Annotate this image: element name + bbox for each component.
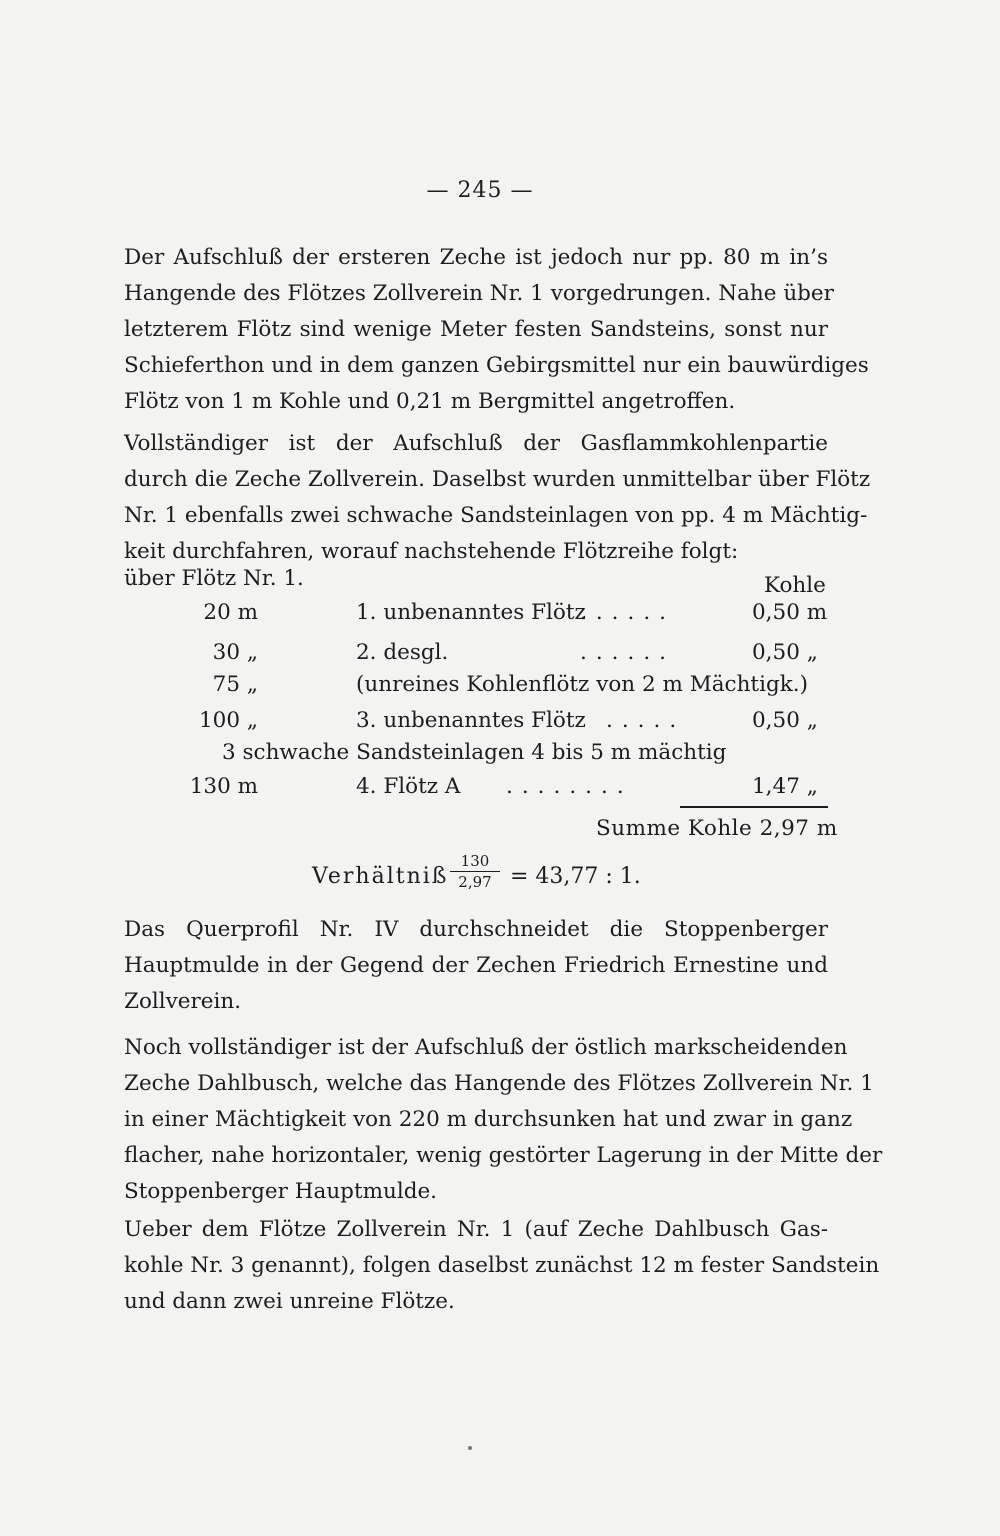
- paragraph-querprofil: [124, 912, 828, 1020]
- text-line: Flötz von 1 m Kohle und 0,21 m Bergmittel angetroffen.: [124, 389, 736, 414]
- ratio-label: Verhältniß: [312, 864, 449, 889]
- table-heading: über Flötz Nr. 1.: [124, 566, 304, 591]
- fraction-denominator: 2,97: [458, 873, 492, 891]
- text-line: Der Aufschluß der ersteren Zeche ist jedoch nur pp. 80 m in’s: [124, 245, 828, 270]
- text-line: Zeche Dahlbusch, welche das Hangende des Flötzes Zollverein Nr. 1: [124, 1071, 874, 1096]
- description-cell: 4. Flötz A: [356, 774, 461, 799]
- kohle-column-header: Kohle: [764, 573, 826, 598]
- description-cell: 1. unbenanntes Flötz: [356, 600, 586, 625]
- text-line: und dann zwei unreine Flötze.: [124, 1289, 455, 1314]
- paragraph-gasflammkohlenpartie: [124, 426, 871, 570]
- description-cell: 3 schwache Sandsteinlagen 4 bis 5 m mächtig: [222, 740, 727, 765]
- fraction-numerator: 130: [450, 852, 500, 872]
- depth-cell: 100 „: [198, 708, 258, 733]
- text-line: Ueber dem Flötze Zollverein Nr. 1 (auf Zeche Dahlbusch Gas-: [124, 1217, 828, 1242]
- paragraph-aufschluss-erste-zeche: [124, 240, 869, 420]
- depth-cell: 30 „: [212, 640, 258, 665]
- text-line: flacher, nahe horizontaler, wenig gestörter Lagerung in der Mitte der: [124, 1143, 883, 1168]
- kohle-value: 0,50 „: [752, 708, 818, 733]
- text-line: Hangende des Flötzes Zollverein Nr. 1 vorgedrungen. Nahe über: [124, 281, 834, 306]
- depth-cell: 20 m: [203, 600, 258, 625]
- page-number: — 245 —: [426, 178, 534, 203]
- sum-rule: [680, 806, 828, 808]
- description-cell: (unreines Kohlenflötz von 2 m Mächtigk.): [356, 672, 808, 697]
- text-line: Das Querprofil Nr. IV durchschneidet die Stoppenberger: [124, 917, 828, 942]
- text-line: Nr. 1 ebenfalls zwei schwache Sandsteinlagen von pp. 4 m Mächtig-: [124, 503, 868, 528]
- kohle-value: 0,50 m: [752, 600, 828, 625]
- summe-kohle: Summe Kohle 2,97 m: [596, 816, 838, 841]
- leader-dots: ......: [580, 640, 676, 665]
- leader-dots: .....: [606, 708, 686, 733]
- text-line: durch die Zeche Zollverein. Daselbst wurden unmittelbar über Flötz: [124, 467, 871, 492]
- text-line: letzterem Flötz sind wenige Meter festen Sandsteins, sonst nur: [124, 317, 828, 342]
- text-line: keit durchfahren, worauf nachstehende Flötzreihe folgt:: [124, 539, 739, 564]
- text-line: Schieferthon und in dem ganzen Gebirgsmittel nur ein bauwürdiges: [124, 353, 869, 378]
- depth-cell: 130 m: [189, 774, 258, 799]
- paragraph-dahlbusch: [124, 1030, 883, 1210]
- kohle-value: 1,47 „: [752, 774, 818, 799]
- text-line: in einer Mächtigkeit von 220 m durchsunken hat und zwar in ganz: [124, 1107, 853, 1132]
- paragraph-ueber-dem-floetze: [124, 1212, 880, 1320]
- ratio-fraction: [450, 852, 500, 891]
- text-line: Stoppenberger Hauptmulde.: [124, 1179, 438, 1204]
- leader-dots: ........: [506, 774, 633, 799]
- text-line: kohle Nr. 3 genannt), folgen daselbst zunächst 12 m fester Sandstein: [124, 1253, 880, 1278]
- depth-cell: 75 „: [212, 672, 258, 697]
- paper-speck: [468, 1446, 472, 1450]
- text-line: Zollverein.: [124, 989, 242, 1014]
- ratio-result: = 43,77 : 1.: [510, 864, 641, 889]
- description-cell: 3. unbenanntes Flötz: [356, 708, 586, 733]
- leader-dots: ......: [580, 600, 676, 625]
- text-line: Noch vollständiger ist der Aufschluß der östlich markscheidenden: [124, 1035, 848, 1060]
- description-cell: 2. desgl.: [356, 640, 449, 665]
- kohle-value: 0,50 „: [752, 640, 818, 665]
- text-line: Hauptmulde in der Gegend der Zechen Friedrich Ernestine und: [124, 953, 828, 978]
- text-line: Vollständiger ist der Aufschluß der Gasflammkohlenpartie: [124, 431, 828, 456]
